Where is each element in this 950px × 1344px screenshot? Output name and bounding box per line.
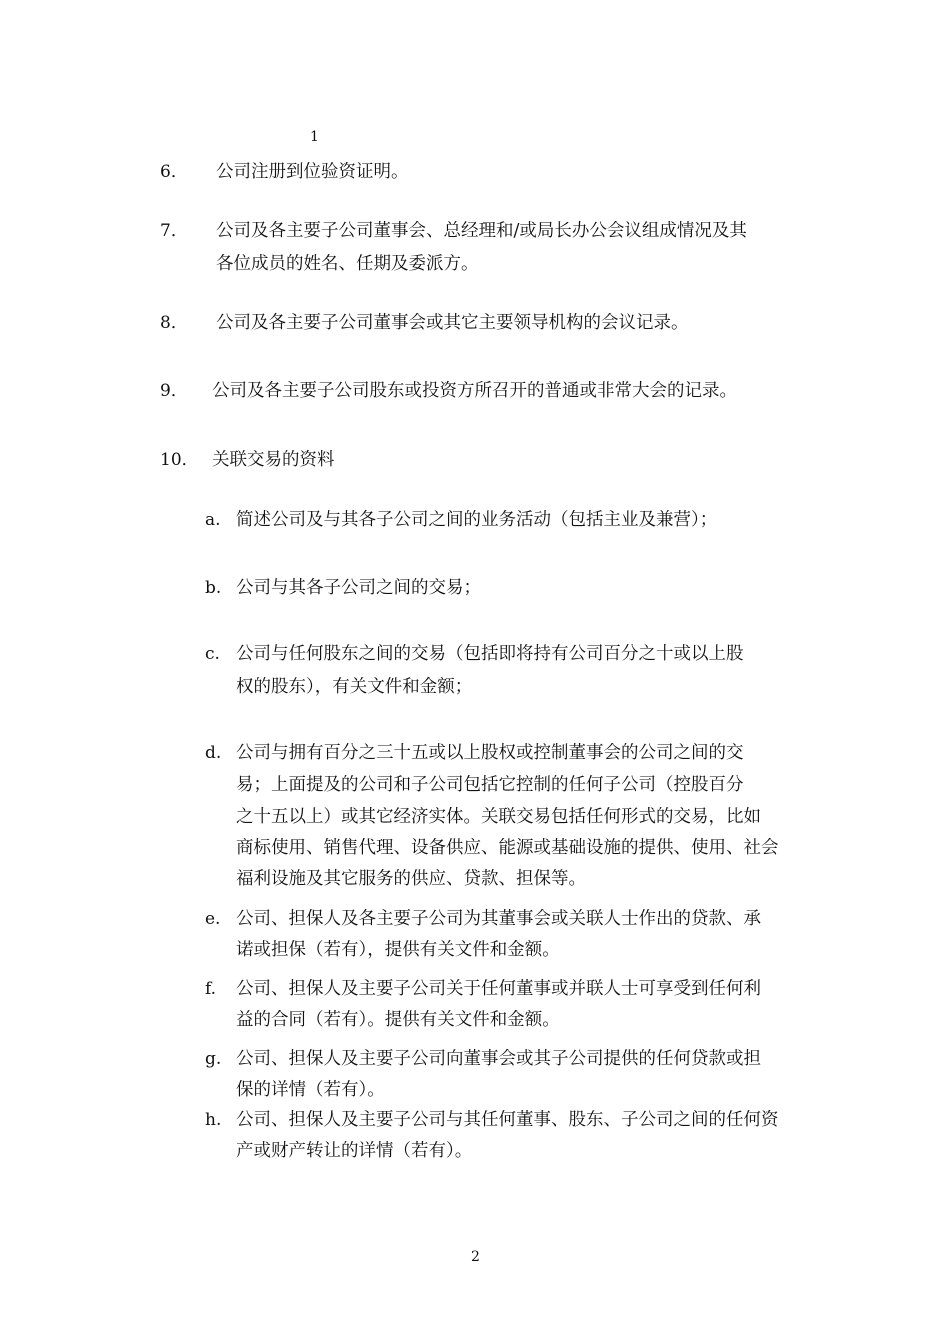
sub-item-text: 公司与其各子公司之间的交易；: [236, 578, 481, 598]
sub-item-text: 商标使用、销售代理、设备供应、能源或基础设施的提供、使用、社会: [236, 838, 779, 858]
sub-item-letter: h.: [205, 1110, 222, 1130]
sub-item-letter: g.: [205, 1049, 222, 1069]
sub-item-text: 公司与拥有百分之三十五或以上股权或控制董事会的公司之间的交: [236, 743, 744, 763]
item-text: 公司注册到位验资证明。: [216, 162, 409, 182]
item-text: 各位成员的姓名、任期及委派方。: [216, 254, 479, 274]
sub-item-letter: f.: [205, 979, 217, 999]
sub-item-text: 益的合同（若有）。提供有关文件和金额。: [236, 1010, 560, 1030]
sub-item-text: 福利设施及其它服务的供应、贷款、担保等。: [236, 869, 586, 889]
sub-item-text: 保的详情（若有）。: [236, 1080, 385, 1100]
item-text: 公司及各主要子公司股东或投资方所召开的普通或非常大会的记录。: [212, 381, 737, 401]
header-note: 1: [310, 129, 319, 145]
item-text: 公司及各主要子公司董事会、总经理和/或局长办公会议组成情况及其: [216, 221, 747, 241]
sub-item-text: 公司、担保人及主要子公司向董事会或其子公司提供的任何贷款或担: [236, 1049, 761, 1069]
item-text: 公司及各主要子公司董事会或其它主要领导机构的会议记录。: [216, 313, 689, 333]
item-number: 8．: [160, 313, 188, 333]
sub-item-text: 产或财产转让的详情（若有）。: [236, 1141, 473, 1161]
sub-item-text: 简述公司及与其各子公司之间的业务活动（包括主业及兼营）；: [236, 510, 718, 530]
sub-item-text: 公司与任何股东之间的交易（包括即将持有公司百分之十或以上股: [236, 644, 744, 664]
sub-item-letter: a.: [205, 510, 221, 530]
sub-item-text: 易；上面提及的公司和子公司包括它控制的任何子公司（控股百分: [236, 775, 744, 795]
item-number: 7．: [160, 221, 188, 241]
item-text: 关联交易的资料: [212, 450, 335, 470]
sub-item-letter: c.: [205, 644, 220, 664]
sub-item-letter: e.: [205, 909, 221, 929]
page-number: 2: [471, 1249, 480, 1265]
sub-item-text: 公司、担保人及主要子公司与其任何董事、股东、子公司之间的任何资: [236, 1110, 779, 1130]
item-number: 6．: [160, 162, 188, 182]
sub-item-text: 权的股东），有关文件和金额；: [236, 677, 473, 697]
sub-item-text: 之十五以上）或其它经济实体。关联交易包括任何形式的交易，比如: [236, 807, 761, 827]
sub-item-letter: d.: [205, 743, 222, 763]
sub-item-text: 公司、担保人及各主要子公司为其董事会或关联人士作出的贷款、承: [236, 909, 761, 929]
sub-item-text: 公司、担保人及主要子公司关于任何董事或并联人士可享受到任何利: [236, 979, 761, 999]
item-number: 10．: [160, 450, 199, 470]
sub-item-letter: b.: [205, 578, 222, 598]
item-number: 9．: [160, 381, 188, 401]
sub-item-text: 诺或担保（若有），提供有关文件和金额。: [236, 940, 560, 960]
